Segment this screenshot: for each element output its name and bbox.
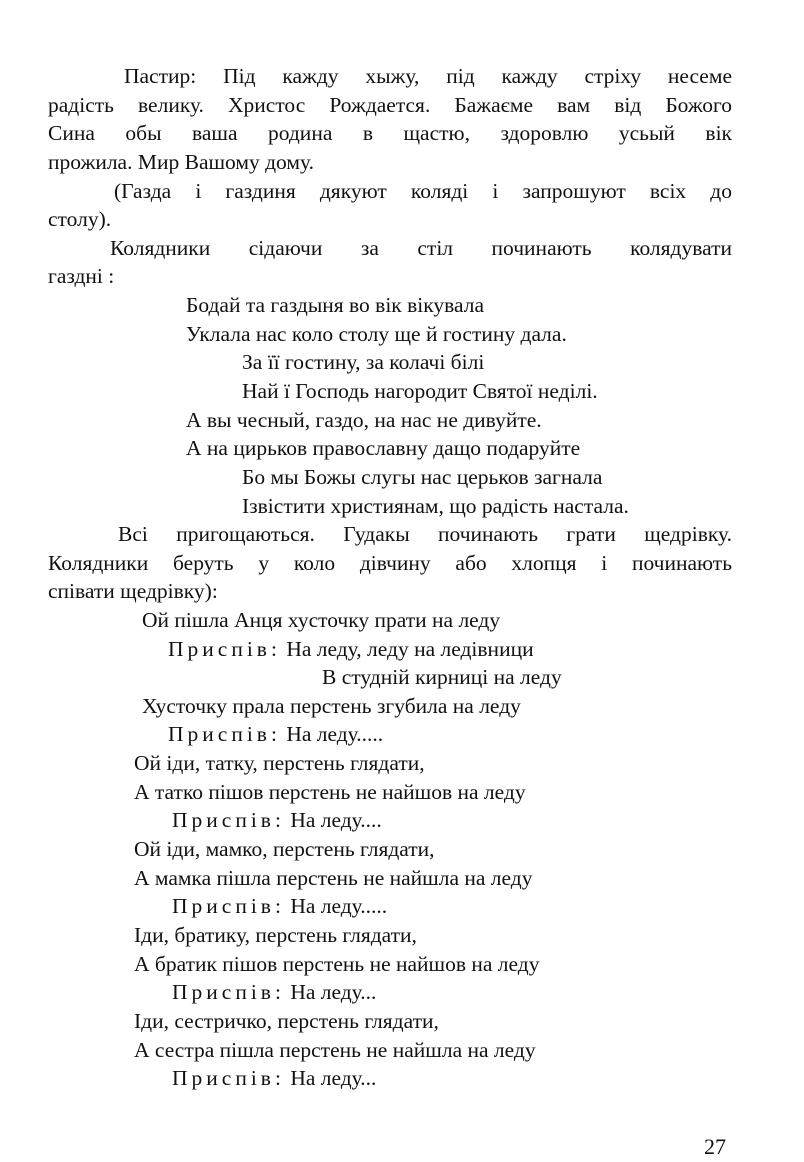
refrain-text: На леду..... bbox=[290, 894, 388, 918]
refrain-label: Приспів: bbox=[172, 894, 285, 918]
refrain-6 bbox=[172, 1064, 376, 1093]
intro-line-2: радість велику. Христос Рождается. Бажаєме вам від Божого bbox=[48, 93, 732, 117]
refrain-text: На леду, леду на ледівници bbox=[286, 637, 534, 661]
refrain-text: На леду..... bbox=[286, 722, 384, 746]
carolers-line-2: газдні : bbox=[48, 264, 115, 288]
song-line-1: Ой пішла Анця хусточку прати на леду bbox=[142, 608, 501, 632]
verse-line-7: Бо мы Божы слугы нас церьков загнала bbox=[242, 465, 603, 489]
verse-line-2: Уклала нас коло столу ще й гостину дала. bbox=[186, 322, 567, 346]
refrain-label: Приспів: bbox=[172, 1066, 285, 1090]
refrain-text: На леду... bbox=[290, 1066, 377, 1090]
refrain-4 bbox=[172, 892, 387, 921]
refrain-label: Приспів: bbox=[172, 980, 285, 1004]
verse-line-6: А на цирьков православну дащо подаруйте bbox=[186, 436, 581, 460]
stage-direction-1-line-1: (Газда і газдиня дякуют коляді і запрошуют всіх до bbox=[114, 179, 732, 203]
refrain-5 bbox=[172, 978, 376, 1007]
song-line-9: Іди, сестричко, перстень глядати, bbox=[134, 1009, 439, 1033]
refrain-text: На леду... bbox=[290, 980, 377, 1004]
refrain-label: Приспів: bbox=[168, 637, 281, 661]
verse-line-5: А вы чесный, газдо, на нас не дивуйте. bbox=[186, 408, 542, 432]
refrain-text: На леду.... bbox=[290, 808, 382, 832]
intro-line-3: Сина обы ваша родина в щастю, здоровлю усьый вік bbox=[48, 121, 732, 145]
song-line-10: А сестра пішла перстень не найшла на леду bbox=[134, 1038, 536, 1062]
stage-direction-2-line-2: Колядники беруть у коло дівчину або хлопця і починають bbox=[48, 551, 732, 575]
intro-line-4: прожила. Мир Вашому дому. bbox=[48, 150, 314, 174]
song-line-4: А татко пішов перстень не найшов на леду bbox=[134, 780, 526, 804]
song-line-7: Іди, братику, перстень глядати, bbox=[134, 923, 417, 947]
verse-line-3: За її гостину, за колачі білі bbox=[242, 350, 485, 374]
carolers-line-1: Колядники сідаючи за стіл починають колядувати bbox=[110, 236, 732, 260]
stage-direction-1-line-2: столу). bbox=[48, 207, 112, 231]
refrain-1 bbox=[168, 635, 534, 664]
refrain-2 bbox=[168, 720, 383, 749]
stage-direction-2-line-3: співати щедрівку): bbox=[48, 579, 218, 603]
stage-direction-2-line-1: Всі пригощаються. Гудакы починають грати щедрівку. bbox=[118, 522, 732, 546]
intro-line-1: Пастир: Під кажду хыжу, під кажду стріху несеме bbox=[124, 64, 732, 88]
verse-line-1: Бодай та газдыня во вік вікувала bbox=[186, 293, 484, 317]
refrain-label: Приспів: bbox=[168, 722, 281, 746]
refrain-label: Приспів: bbox=[172, 808, 285, 832]
refrain-3 bbox=[172, 806, 382, 835]
song-line-2: Хусточку прала перстень згубила на леду bbox=[142, 694, 521, 718]
page-number: 27 bbox=[704, 1134, 726, 1159]
song-line-8: А братик пішов перстень не найшов на леду bbox=[134, 952, 540, 976]
verse-line-4: Най ї Господь нагородит Святої неділі. bbox=[242, 379, 598, 403]
song-line-5: Ой іди, мамко, перстень глядати, bbox=[134, 837, 435, 861]
song-line-3: Ой іди, татку, перстень глядати, bbox=[134, 751, 425, 775]
song-line-6: А мамка пішла перстень не найшла на леду bbox=[134, 866, 533, 890]
verse-line-8: Ізвістити християнам, що радість настала. bbox=[242, 494, 629, 518]
refrain-1-line-2: В студній кирниці на леду bbox=[322, 665, 562, 689]
